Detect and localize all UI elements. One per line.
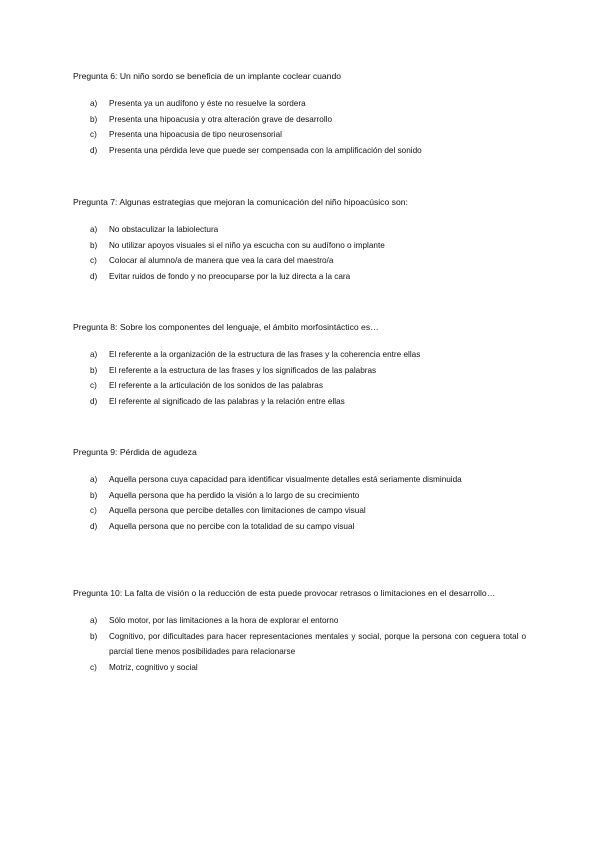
option-letter: b): [90, 490, 98, 500]
option-letter: c): [90, 506, 97, 515]
option-c: [73, 253, 526, 269]
question-title: Pregunta 10: La falta de visión o la reducción de esta puede provocar retrasos o limitaciones en el desarrollo…: [73, 588, 496, 598]
option-d: [73, 269, 526, 285]
option-letter: d): [90, 271, 98, 281]
option-text: Presenta una hipoacusia y otra alteración grave de desarrollo: [109, 114, 333, 124]
option-text: Motriz, cognitivo y social: [109, 662, 198, 672]
option-list: [73, 613, 526, 675]
option-list: [73, 96, 526, 158]
option-c: [73, 378, 526, 394]
option-text: Cognitivo, por dificultades para hacer representaciones mentales y social, porque la persona con ceguera total o parcial tiene menos posibilidades para relacionarse: [109, 631, 526, 656]
option-text: Sólo motor, por las limitaciones a la hora de explorar el entorno: [109, 616, 339, 625]
option-text: Evitar ruidos de fondo y no preocuparse por la luz directa a la cara: [109, 271, 351, 281]
option-letter: b): [90, 114, 98, 124]
option-text: Colocar al alumno/a de manera que vea la cara del maestro/a: [109, 256, 334, 265]
question-title: Pregunta 8: Sobre los componentes del lenguaje, el ámbito morfosintáctico es…: [73, 322, 379, 332]
option-c: [73, 660, 526, 676]
option-a: [73, 222, 526, 238]
question-title: Pregunta 6: Un niño sordo se beneficia de un implante coclear cuando: [73, 71, 342, 81]
option-b: [73, 112, 526, 128]
option-b: [73, 629, 526, 660]
question-9: [73, 445, 526, 534]
option-b: [73, 363, 526, 379]
option-a: [73, 472, 526, 488]
option-text: El referente a la estructura de las frases y los significados de las palabras: [109, 365, 377, 375]
option-text: Aquella persona que no percibe con la totalidad de su campo visual: [109, 521, 355, 531]
option-a: [73, 96, 526, 112]
option-text: Presenta una hipoacusia de tipo neurosensorial: [109, 130, 282, 139]
option-list: [73, 347, 526, 409]
option-a: [73, 613, 526, 629]
option-letter: a): [90, 350, 98, 359]
option-letter: a): [90, 225, 98, 234]
option-letter: b): [90, 240, 98, 250]
option-list: [73, 472, 526, 534]
option-letter: a): [90, 99, 98, 108]
option-text: No obstaculizar la labiolectura: [109, 225, 219, 234]
option-text: Aquella persona que ha perdido la visión a lo largo de su crecimiento: [109, 490, 360, 500]
option-text: Presenta una pérdida leve que puede ser compensada con la amplificación del sonido: [109, 145, 422, 155]
question-10: [73, 586, 526, 675]
option-letter: c): [90, 256, 97, 265]
question-7: [73, 195, 526, 284]
option-letter: d): [90, 396, 98, 406]
option-text: El referente a la articulación de los sonidos de las palabras: [109, 381, 323, 390]
option-letter: c): [90, 130, 97, 139]
option-text: Presenta ya un audífono y éste no resuelve la sordera: [109, 99, 306, 108]
option-letter: b): [90, 631, 98, 641]
option-letter: c): [90, 662, 97, 672]
option-list: [73, 222, 526, 284]
option-a: [73, 347, 526, 363]
option-text: El referente a la organización de la estructura de las frases y la coherencia entre ellas: [109, 350, 421, 359]
option-text: No utilizar apoyos visuales si el niño ya escucha con su audífono o implante: [109, 240, 385, 250]
option-letter: a): [90, 475, 98, 484]
question-6: [73, 69, 526, 158]
question-8: [73, 320, 526, 409]
option-letter: d): [90, 145, 98, 155]
option-d: [73, 394, 526, 410]
option-b: [73, 488, 526, 504]
option-c: [73, 503, 526, 519]
option-d: [73, 519, 526, 535]
option-text: Aquella persona que percibe detalles con limitaciones de campo visual: [109, 506, 366, 515]
option-b: [73, 238, 526, 254]
option-letter: a): [90, 616, 98, 625]
question-title: Pregunta 9: Pérdida de agudeza: [73, 447, 197, 457]
option-letter: b): [90, 365, 98, 375]
option-letter: c): [90, 381, 97, 390]
option-letter: d): [90, 521, 98, 531]
option-text: Aquella persona cuya capacidad para identificar visualmente detalles está seriamente disminuida: [109, 475, 462, 484]
option-text: El referente al significado de las palabras y la relación entre ellas: [109, 396, 345, 406]
option-c: [73, 127, 526, 143]
question-title: Pregunta 7: Algunas estrategias que mejoran la comunicación del niño hipoacúsico son:: [73, 197, 408, 207]
option-d: [73, 143, 526, 159]
